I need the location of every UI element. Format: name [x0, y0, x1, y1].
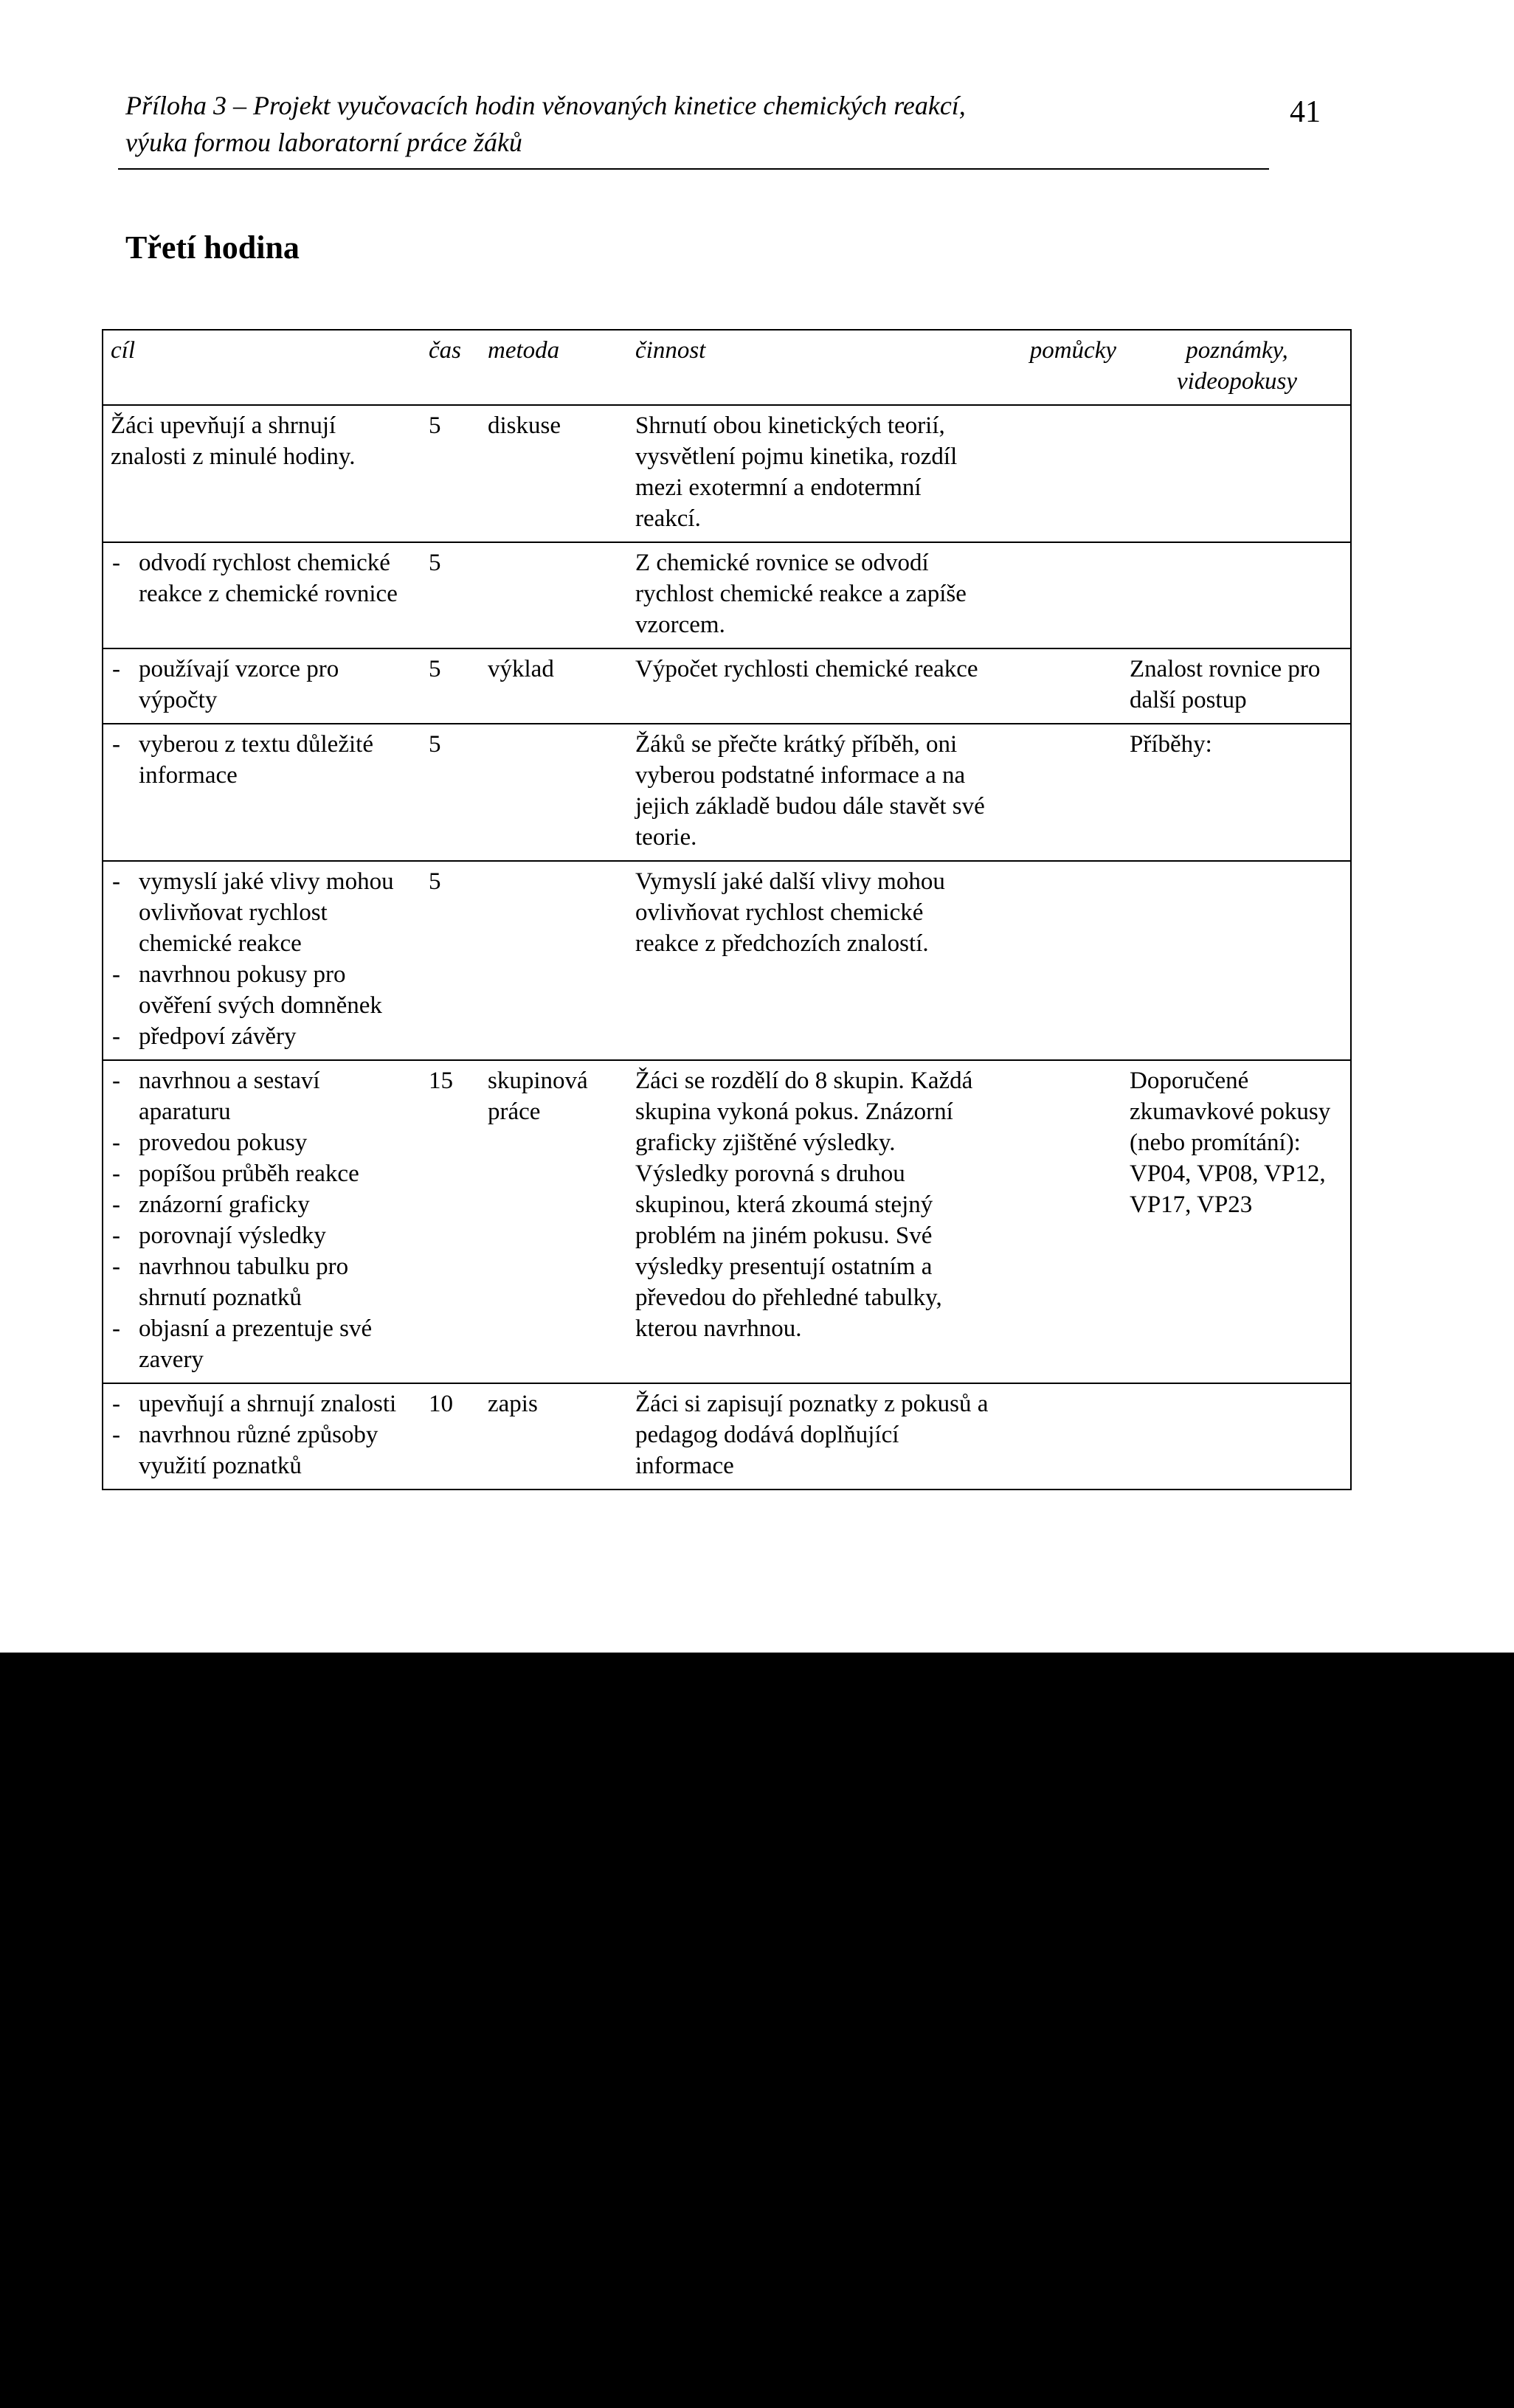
method-cell: výklad	[488, 656, 554, 682]
header-title-line-1: Příloha 3 – Projekt vyučovacích hodin věnovaných kinetice chemických reakcí,	[125, 91, 966, 120]
header-goal: cíl	[111, 337, 135, 364]
activity-cell: Žáci si zapisují poznatky z pokusů a pedagog dodává doplňující informace	[635, 1391, 989, 1479]
goal-item: - porovnají výsledky	[111, 1220, 415, 1251]
activity-cell: Žáků se přečte krátký příběh, oni vyberou podstatné informace a na jejich základě budou dále stavět své teorie.	[635, 731, 985, 851]
header-activity: činnost	[635, 337, 706, 364]
header-time: čas	[429, 337, 461, 364]
time-cell: 10	[429, 1391, 453, 1417]
method-cell	[480, 542, 628, 648]
goal-item: - navrhnou pokusy pro ověření svých domněnek	[111, 959, 415, 1021]
header-aids: pomůcky	[1029, 337, 1116, 364]
notes-cell	[1122, 405, 1351, 542]
header-divider	[118, 168, 1269, 170]
goal-item: - vyberou z textu důležité informace	[111, 729, 415, 791]
aids-cell	[997, 405, 1122, 542]
goal-list	[111, 729, 415, 791]
aids-cell	[997, 724, 1122, 861]
aids-cell	[997, 542, 1122, 648]
method-cell: skupinová práce	[488, 1068, 588, 1125]
section-title: Třetí hodina	[125, 229, 300, 266]
table-row	[103, 1383, 1351, 1490]
time-cell: 15	[429, 1068, 453, 1094]
running-header	[125, 87, 1269, 161]
goal-item: - objasní a prezentuje své zavery	[111, 1313, 415, 1375]
goal-list	[111, 1065, 415, 1375]
time-cell: 5	[429, 550, 441, 576]
notes-cell	[1122, 1383, 1351, 1490]
goal-cell	[103, 542, 421, 648]
goal-item: - navrhnou a sestaví aparaturu	[111, 1065, 415, 1127]
lesson-plan-table	[102, 329, 1352, 1490]
time-cell: 5	[429, 656, 441, 682]
goal-item: - upevňují a shrnují znalosti	[111, 1388, 415, 1419]
method-cell: zapis	[488, 1391, 538, 1417]
goal-item: - předpoví závěry	[111, 1021, 415, 1052]
activity-cell: Z chemické rovnice se odvodí rychlost chemické reakce a zapíše vzorcem.	[635, 550, 967, 638]
header-title-line-2: výuka formou laboratorní práce žáků	[125, 128, 522, 157]
aids-cell	[997, 861, 1122, 1060]
table-body	[103, 405, 1351, 1490]
goal-cell	[103, 648, 421, 724]
method-cell	[480, 724, 628, 861]
goal-item: - popíšou průběh reakce	[111, 1158, 415, 1189]
goal-cell	[103, 405, 421, 542]
header-method: metoda	[488, 337, 560, 364]
table-row	[103, 648, 1351, 724]
activity-cell: Shrnutí obou kinetických teorií, vysvětlení pojmu kinetika, rozdíl mezi exotermní a endotermní reakcí.	[635, 412, 958, 532]
goal-cell	[103, 861, 421, 1060]
goal-list	[111, 547, 415, 609]
goal-cell	[103, 1383, 421, 1490]
notes-cell: Doporučené zkumavkové pokusy (nebo promítání): VP04, VP08, VP12, VP17, VP23	[1130, 1068, 1331, 1218]
page-number: 41	[1290, 95, 1321, 129]
goal-list	[111, 1388, 415, 1481]
time-cell: 5	[429, 412, 441, 439]
activity-cell: Žáci se rozdělí do 8 skupin. Každá skupina vykoná pokus. Znázorní graficky zjištěné výsledky. Výsledky porovná s druhou skupinou, která zkoumá stejný problém na jiném pokusu. Své výsledky presentují ostatním a převedou do přehledné tabulky, kterou navrhnou.	[635, 1068, 973, 1342]
table-row	[103, 861, 1351, 1060]
method-cell	[480, 861, 628, 1060]
table-row	[103, 542, 1351, 648]
method-cell: diskuse	[488, 412, 561, 439]
goal-cell	[103, 724, 421, 861]
goal-text: Žáci upevňují a shrnují znalosti z minulé hodiny.	[111, 412, 356, 470]
time-cell: 5	[429, 868, 441, 895]
goal-item: - znázorní graficky	[111, 1189, 415, 1220]
header-notes: poznámky, videopokusy	[1176, 337, 1298, 395]
activity-cell: Výpočet rychlosti chemické reakce	[635, 656, 978, 682]
aids-cell	[997, 1383, 1122, 1490]
notes-cell	[1122, 542, 1351, 648]
time-cell: 5	[429, 731, 441, 758]
goal-list	[111, 654, 415, 716]
goal-item: - používají vzorce pro výpočty	[111, 654, 415, 716]
goal-list	[111, 866, 415, 1052]
notes-cell: Znalost rovnice pro další postup	[1130, 656, 1321, 713]
goal-item: - vymyslí jaké vlivy mohou ovlivňovat rychlost chemické reakce	[111, 866, 415, 959]
goal-item: - navrhnou tabulku pro shrnutí poznatků	[111, 1251, 415, 1313]
goal-item: - navrhnou různé způsoby využití poznatků	[111, 1419, 415, 1481]
goal-item: - odvodí rychlost chemické reakce z chemické rovnice	[111, 547, 415, 609]
goal-item: - provedou pokusy	[111, 1127, 415, 1158]
aids-cell	[997, 1060, 1122, 1383]
notes-cell: Příběhy:	[1130, 731, 1212, 758]
table-row	[103, 405, 1351, 542]
aids-cell	[997, 648, 1122, 724]
table-header-row	[103, 330, 1351, 405]
activity-cell: Vymyslí jaké další vlivy mohou ovlivňovat rychlost chemické reakce z předchozích znalostí.	[635, 868, 945, 957]
notes-cell	[1122, 861, 1351, 1060]
table-row	[103, 724, 1351, 861]
table-row	[103, 1060, 1351, 1383]
goal-cell	[103, 1060, 421, 1383]
